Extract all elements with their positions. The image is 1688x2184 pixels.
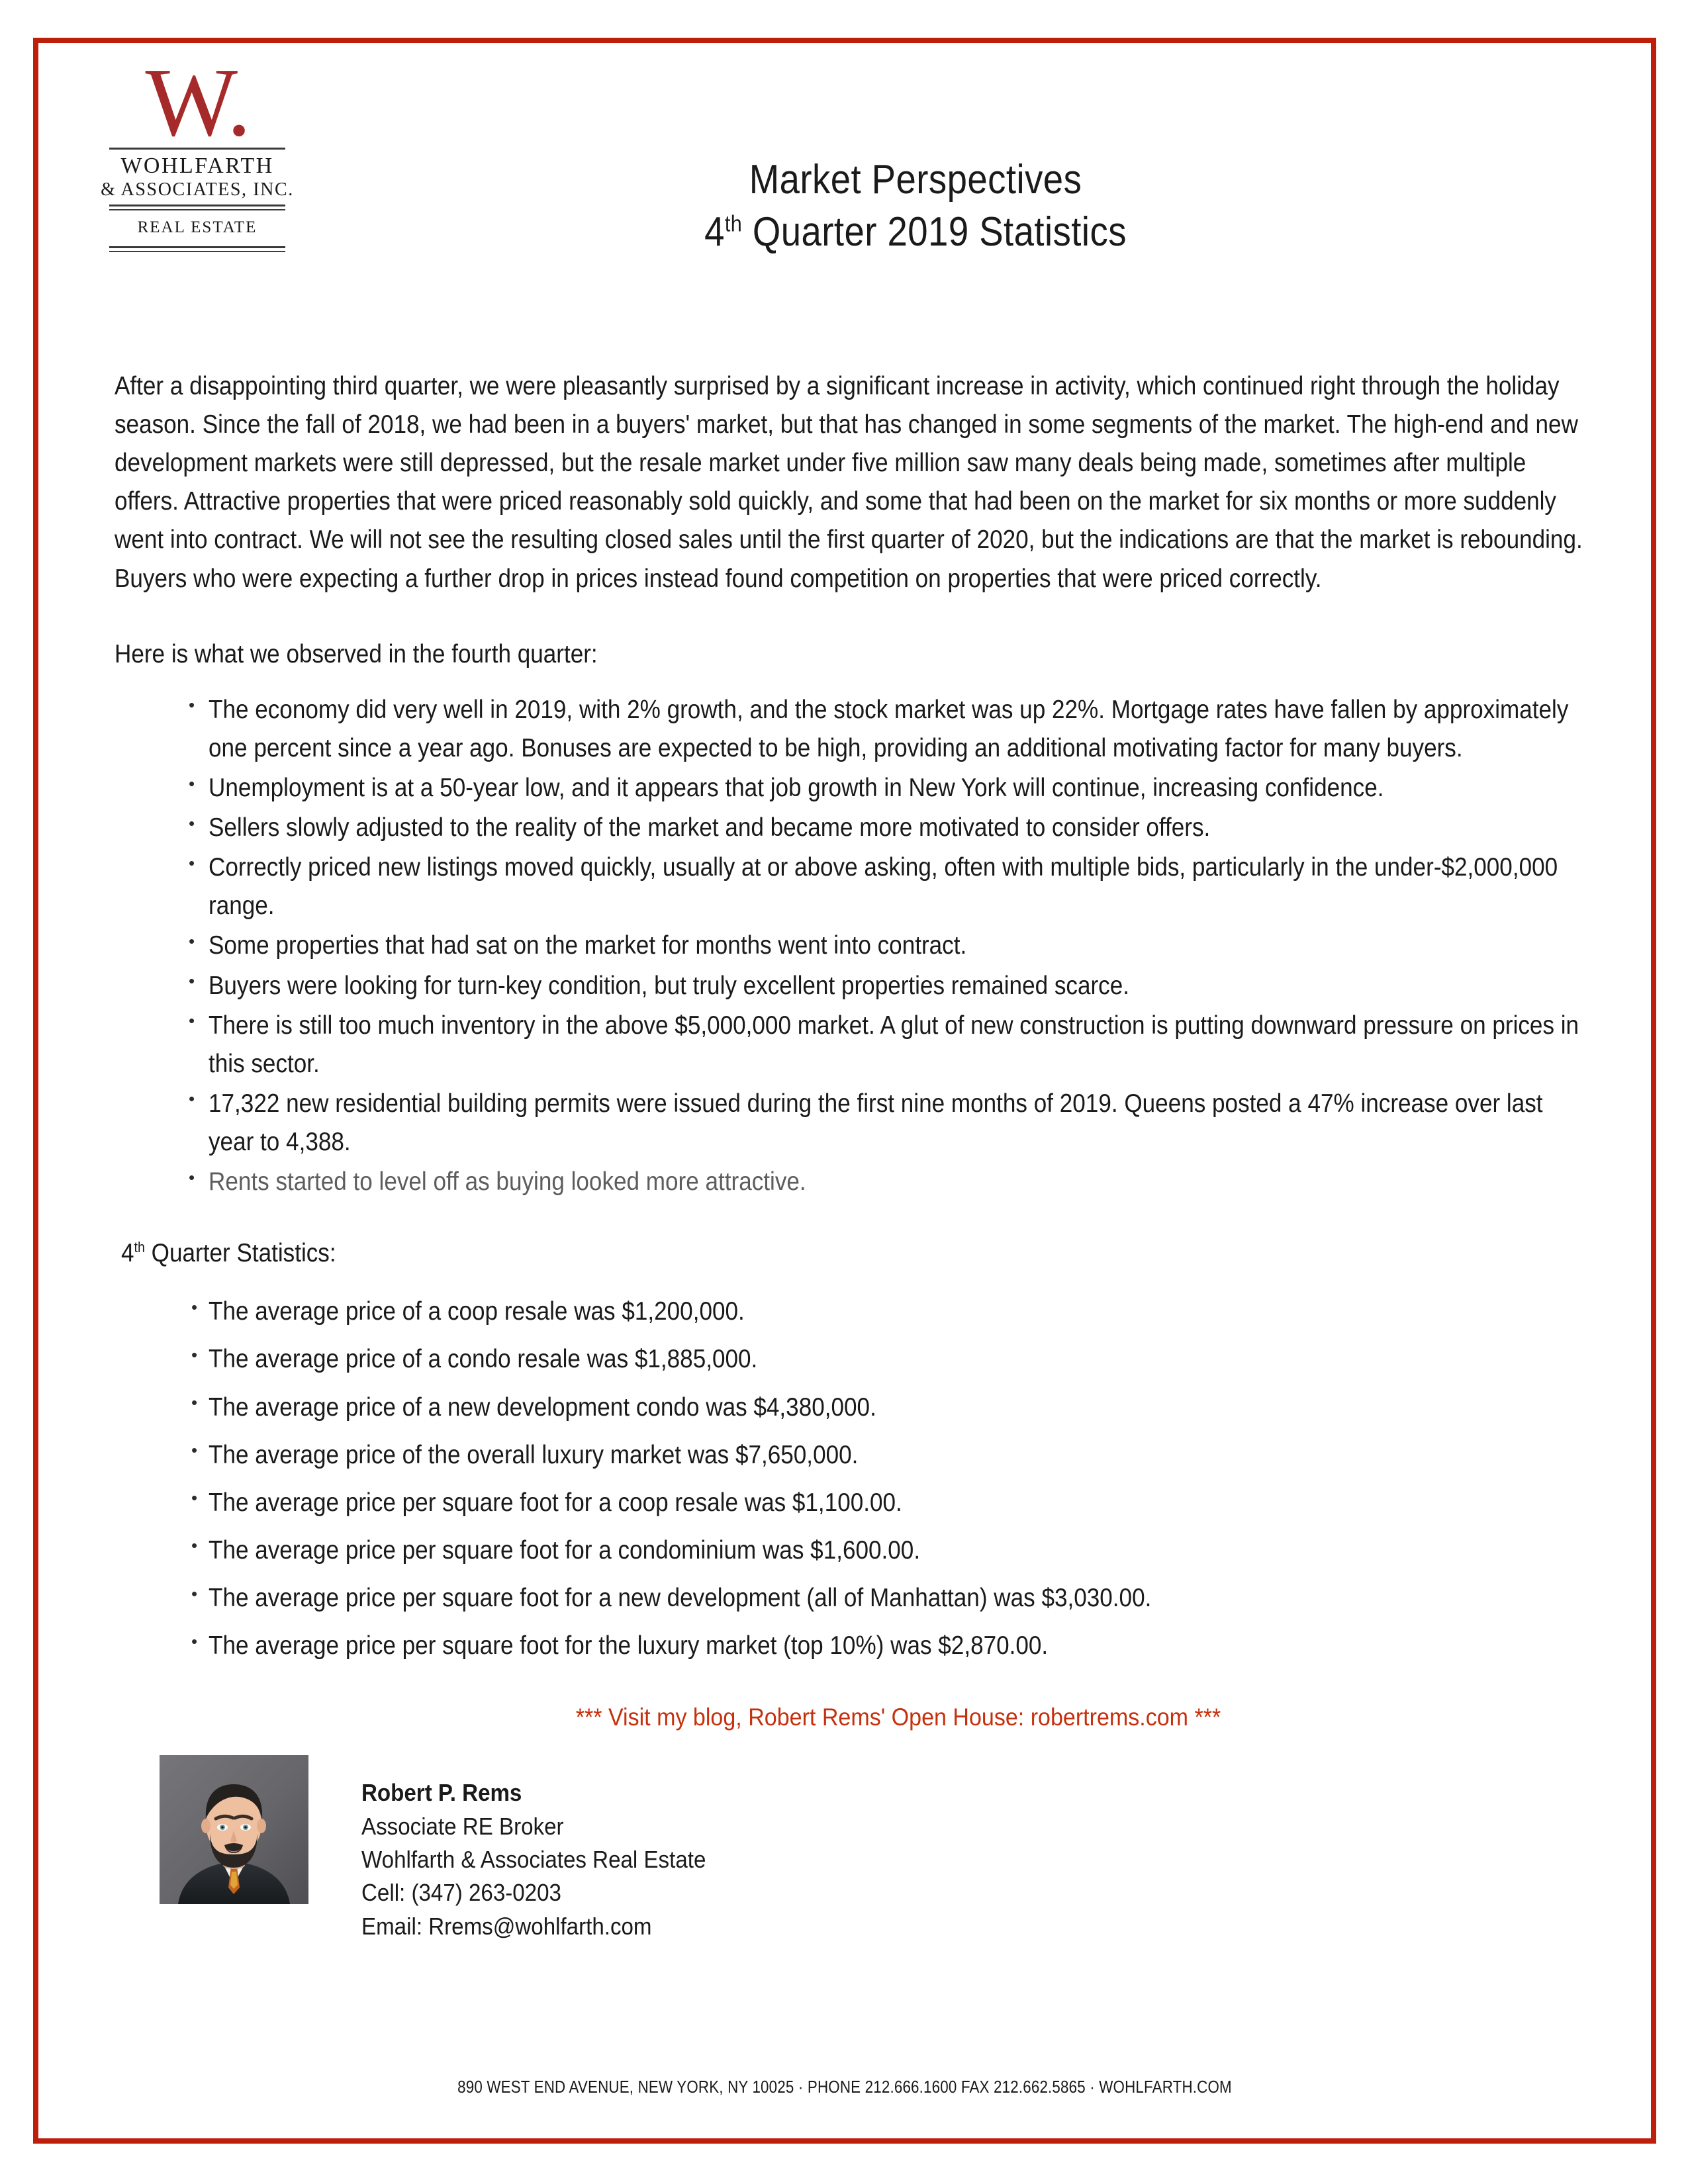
statistic-item-text: • The average price of a new development condo was $4,380,000. <box>209 1392 876 1422</box>
observation-item-text: • Correctly priced new listings moved quickly, usually at or above asking, often with multiple bids, particularly in the under-$2,000,000 range. <box>209 853 1558 921</box>
page-title-block <box>502 156 1329 256</box>
observations-list <box>115 691 1591 1201</box>
statistic-item-text: • The average price of a coop resale was $1,200,000. <box>209 1297 745 1326</box>
stats-heading <box>121 1234 1596 1273</box>
stats-heading-number: 4 <box>121 1239 134 1268</box>
document-body <box>115 367 1591 1943</box>
page-subtitle-ordinal: th <box>724 211 743 237</box>
logo-divider-bottom2 <box>109 251 285 252</box>
statistics-list <box>115 1293 1591 1665</box>
statistic-item <box>115 1531 1591 1570</box>
observation-item-text: • The economy did very well in 2019, with 2% growth, and the stock market was up 22%. Mortgage rates have fallen by approximately one percent since a year ago. Bonuses are expected to be high, providing an additional motivating factor for many buyers. <box>209 695 1569 762</box>
statistic-item <box>115 1388 1591 1427</box>
observation-item-text: • 17,322 new residential building permits were issued during the first nine months of 2019. Queens posted a 47% increase over last year to 4,388. <box>209 1089 1543 1156</box>
logo-divider-bottom <box>109 246 285 248</box>
logo-monogram: W. <box>145 48 250 157</box>
logo-divider-mid <box>109 205 285 206</box>
statistic-item-text: • The average price per square foot for a coop resale was $1,100.00. <box>209 1488 902 1517</box>
statistic-item-text: • The average price of the overall luxury market was $7,650,000. <box>209 1440 859 1469</box>
headshot-photo <box>160 1755 308 1904</box>
logo-company-name: WOHLFARTH <box>120 154 274 179</box>
blog-promo-line[interactable]: *** Visit my blog, Robert Rems' Open House: robertrems.com *** <box>575 1704 1221 1731</box>
page-subtitle-number: 4 <box>704 209 725 255</box>
statistic-item-text: • The average price per square foot for a new development (all of Manhattan) was $3,030.00. <box>209 1583 1152 1612</box>
signature-email[interactable]: Email: Rrems@wohlfarth.com <box>361 1912 652 1940</box>
observation-item <box>115 691 1591 768</box>
statistic-item <box>115 1436 1591 1475</box>
statistic-item-text: • The average price per square foot for a condominium was $1,600.00. <box>209 1535 921 1565</box>
signature-role: Associate RE Broker <box>361 1812 564 1840</box>
observation-item <box>115 809 1591 847</box>
statistic-item <box>115 1293 1591 1331</box>
statistic-item <box>115 1340 1591 1379</box>
stats-heading-ordinal: th <box>134 1239 145 1256</box>
observation-item-text: • There is still too much inventory in the above $5,000,000 market. A glut of new construction is putting downward pressure on prices in this sector. <box>209 1011 1579 1078</box>
signature-cell[interactable]: Cell: (347) 263-0203 <box>361 1879 561 1907</box>
signature-text <box>361 1755 706 1943</box>
signature-company: Wohlfarth & Associates Real Estate <box>361 1845 706 1873</box>
observation-item <box>115 1163 1591 1201</box>
company-logo <box>95 48 300 252</box>
observation-item-text: • Some properties that had sat on the market for months went into contract. <box>209 931 967 960</box>
stats-heading-rest: Quarter Statistics: <box>144 1239 336 1268</box>
page-subtitle <box>551 208 1280 256</box>
statistic-item-text: • The average price per square foot for the luxury market (top 10%) was $2,870.00. <box>209 1631 1049 1661</box>
observation-item <box>115 967 1591 1005</box>
observation-item-text: • Rents started to level off as buying looked more attractive. <box>209 1167 806 1197</box>
page-inner <box>38 43 1651 2138</box>
statistic-item <box>115 1484 1591 1522</box>
intro-paragraph: After a disappointing third quarter, we were pleasantly surprised by a significant increase in activity, which continued right through the holiday season. Since the fall of 2018, we had been in a buyers' market, but that has changed in some segments of the market. The high-end and new development markets were still depressed, but the resale market under five million saw many deals being made, sometimes after multiple offers. Attractive properties that were priced reasonably sold quickly, and some that had been on the market for six months or more suddenly went into contract. We will not see the resulting closed sales until the first quarter of 2020, but the indications are that the market is rebounding. Buyers who were expecting a further drop in prices instead found competition on properties that were priced correctly. <box>115 372 1583 593</box>
observation-item-text: • Unemployment is at a 50-year low, and it appears that job growth in New York will continue, increasing confidence. <box>209 773 1384 802</box>
page-title: Market Perspectives <box>749 157 1082 203</box>
observation-item <box>115 1007 1591 1083</box>
page-frame <box>33 38 1656 2144</box>
observation-item <box>115 848 1591 925</box>
observation-item <box>115 927 1591 965</box>
observations-heading: Here is what we observed in the fourth quarter: <box>115 639 598 668</box>
statistic-item <box>115 1627 1591 1665</box>
page-subtitle-rest: Quarter 2019 Statistics <box>742 209 1127 255</box>
logo-company-suffix: & ASSOCIATES, INC. <box>101 179 294 201</box>
observation-item-text: • Sellers slowly adjusted to the reality of the market and became more motivated to consider offers. <box>209 813 1211 842</box>
observation-item-text: • Buyers were looking for turn-key condition, but truly excellent properties remained scarce. <box>209 971 1130 1000</box>
signature-block <box>115 1755 1591 1943</box>
logo-category: REAL ESTATE <box>137 218 258 237</box>
observation-item <box>115 769 1591 807</box>
statistic-item-text: • The average price of a condo resale was $1,885,000. <box>209 1345 758 1374</box>
headshot-illustration <box>160 1755 308 1904</box>
statistic-item <box>115 1579 1591 1617</box>
observation-item <box>115 1085 1591 1161</box>
page-footer: 890 WEST END AVENUE, NEW YORK, NY 10025 · PHONE 212.666.1600 FAX 212.662.5865 · WOHLFARTH.COM <box>457 2077 1232 2097</box>
signature-name: Robert P. Rems <box>361 1779 522 1807</box>
